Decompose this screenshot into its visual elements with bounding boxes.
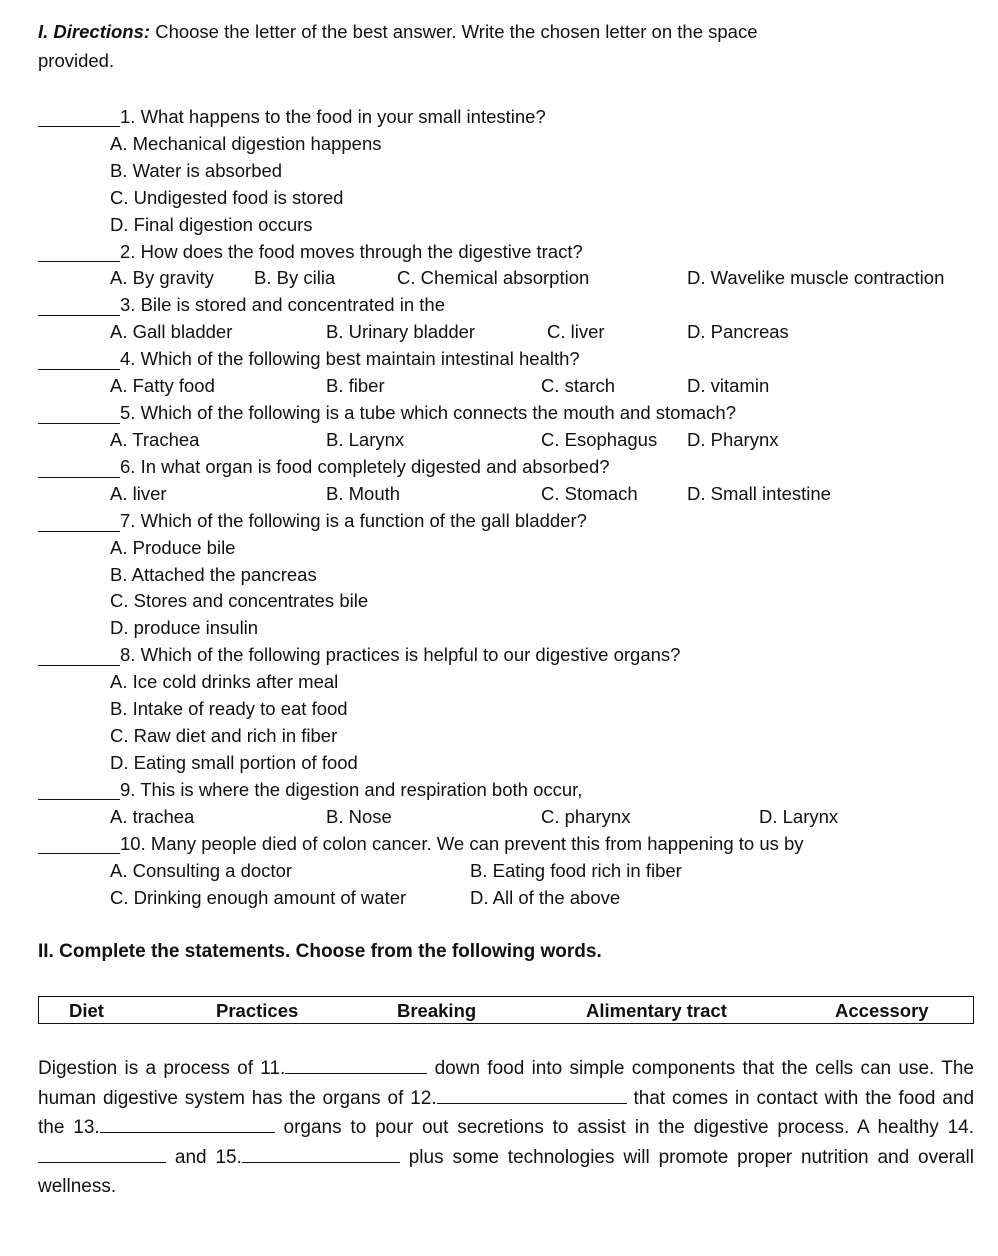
option: D. All of the above xyxy=(470,887,621,908)
option: D. Wavelike muscle contraction xyxy=(687,267,945,288)
option: B. Eating food rich in fiber xyxy=(470,860,682,881)
option: D. vitamin xyxy=(687,375,770,396)
word-accessory: Accessory xyxy=(835,1000,929,1021)
directions-label: I. Directions: xyxy=(38,21,151,42)
word-diet: Diet xyxy=(69,1000,104,1021)
directions-text-line2: provided. xyxy=(38,50,115,71)
option: C. liver xyxy=(547,321,605,342)
option: D. Final digestion occurs xyxy=(110,214,313,235)
question-9: 9. This is where the digestion and respiration both occur, xyxy=(120,779,583,800)
question-8: 8. Which of the following practices is helpful to our digestive organs? xyxy=(120,644,681,665)
option: B. By cilia xyxy=(254,267,336,288)
answer-blank-7[interactable] xyxy=(38,531,120,532)
option: C. Chemical absorption xyxy=(397,267,590,288)
option: C. Raw diet and rich in fiber xyxy=(110,725,338,746)
option: B. Mouth xyxy=(326,483,401,504)
sentence-part: Digestion is a process of 11. xyxy=(38,1058,286,1079)
sentence-part: organs to pour out secretions to assist in the digestive process. A healthy 14. xyxy=(274,1117,975,1138)
answer-blank-8[interactable] xyxy=(38,665,120,666)
option: A. Fatty food xyxy=(110,375,215,396)
option: D. Pharynx xyxy=(687,429,779,450)
option: A. trachea xyxy=(110,806,195,827)
answer-blank-4[interactable] xyxy=(38,369,120,370)
option: C. Stomach xyxy=(541,483,638,504)
option: A. Ice cold drinks after meal xyxy=(110,671,339,692)
question-3: 3. Bile is stored and concentrated in the xyxy=(120,294,445,315)
sentence-part: and 15. xyxy=(166,1146,242,1168)
fill-in-paragraph xyxy=(38,1054,974,1202)
blank-14[interactable] xyxy=(38,1144,166,1163)
word-practices: Practices xyxy=(216,1000,299,1021)
sentence-part: down food into simple components that the cells can use. The human digestive system has the organs of 12. xyxy=(38,1058,974,1109)
sentence-part: plus some technologies will promote proper nutrition and overall wellness. xyxy=(38,1146,974,1197)
directions-text: Choose the letter of the best answer. Write the chosen letter on the space xyxy=(150,21,758,42)
option: C. starch xyxy=(541,375,616,396)
sentence-part: that comes in contact with the food and the 13. xyxy=(38,1087,975,1138)
option: A. Trachea xyxy=(110,429,200,450)
question-6: 6. In what organ is food completely digested and absorbed? xyxy=(120,456,610,477)
option: D. produce insulin xyxy=(110,617,259,638)
option: A. Produce bile xyxy=(110,537,236,558)
option: A. By gravity xyxy=(110,267,214,288)
word-alimentary-tract: Alimentary tract xyxy=(586,1000,727,1021)
option: C. Esophagus xyxy=(541,429,658,450)
blank-12[interactable] xyxy=(437,1085,627,1104)
answer-blank-3[interactable] xyxy=(38,315,120,316)
answer-blank-10[interactable] xyxy=(38,853,120,854)
blank-11[interactable] xyxy=(285,1055,427,1074)
option: A. Consulting a doctor xyxy=(110,860,293,881)
answer-blank-6[interactable] xyxy=(38,477,120,478)
answer-blank-2[interactable] xyxy=(38,261,120,262)
question-5: 5. Which of the following is a tube which connects the mouth and stomach? xyxy=(120,402,736,423)
question-4: 4. Which of the following best maintain intestinal health? xyxy=(120,348,580,369)
answer-blank-1[interactable] xyxy=(38,126,120,127)
option: C. Stores and concentrates bile xyxy=(110,590,369,611)
option: B. Intake of ready to eat food xyxy=(110,698,348,719)
option: B. Water is absorbed xyxy=(110,160,283,181)
part2-title: II. Complete the statements. Choose from the following words. xyxy=(38,941,602,962)
question-7: 7. Which of the following is a function of the gall bladder? xyxy=(120,510,587,531)
part1-title xyxy=(38,19,758,45)
option: A. Gall bladder xyxy=(110,321,233,342)
question-1: 1. What happens to the food in your small intestine? xyxy=(120,106,546,127)
option: C. pharynx xyxy=(541,806,631,827)
word-bank xyxy=(38,996,974,1024)
option: D. Small intestine xyxy=(687,483,831,504)
blank-15[interactable] xyxy=(242,1144,400,1163)
question-10: 10. Many people died of colon cancer. We can prevent this from happening to us by xyxy=(120,833,804,854)
option: B. Attached the pancreas xyxy=(110,564,317,585)
option: B. fiber xyxy=(326,375,385,396)
option: B. Nose xyxy=(326,806,392,827)
option: C. Undigested food is stored xyxy=(110,187,344,208)
option: C. Drinking enough amount of water xyxy=(110,887,407,908)
answer-blank-5[interactable] xyxy=(38,423,120,424)
option: A. liver xyxy=(110,483,167,504)
word-breaking: Breaking xyxy=(397,1000,477,1021)
option: D. Eating small portion of food xyxy=(110,752,358,773)
question-2: 2. How does the food moves through the digestive tract? xyxy=(120,241,583,262)
option: D. Pancreas xyxy=(687,321,789,342)
option: D. Larynx xyxy=(759,806,839,827)
option: A. Mechanical digestion happens xyxy=(110,133,382,154)
option: B. Urinary bladder xyxy=(326,321,476,342)
blank-13[interactable] xyxy=(100,1114,275,1133)
answer-blank-9[interactable] xyxy=(38,799,120,800)
option: B. Larynx xyxy=(326,429,405,450)
